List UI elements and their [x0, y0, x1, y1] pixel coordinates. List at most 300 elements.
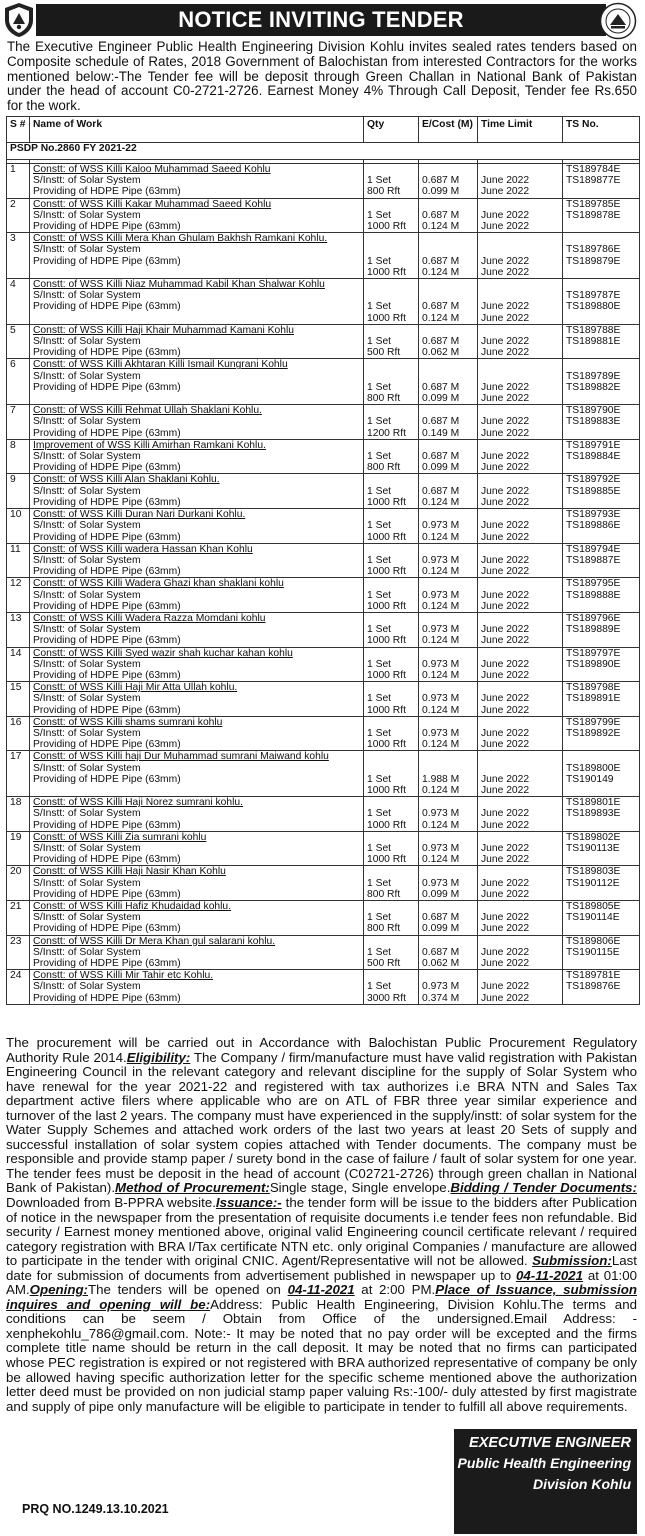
- qty-cell-line: 3000 Rft: [367, 992, 406, 1004]
- ts-number-cell: [563, 405, 640, 440]
- cost-cell-line: 0.124 M: [422, 739, 460, 751]
- work-solar-line: S/Instt: of Solar System: [33, 451, 141, 463]
- time-limit-cell-line: June 2022: [481, 669, 530, 681]
- work-solar-line: S/Instt: of Solar System: [33, 290, 141, 302]
- ts-number-cell-line: TS189892E: [566, 727, 621, 739]
- table-row: [7, 682, 640, 717]
- row-number: 2: [7, 198, 30, 233]
- work-pipe-line: Providing of HDPE Pipe (63mm): [33, 381, 181, 393]
- cost-cell-line: 0.099 M: [422, 888, 460, 900]
- cost-cell-line: 0.973 M: [422, 727, 460, 739]
- qty-cell-line: 1 Set: [367, 877, 392, 889]
- cost-cell-line: 0.124 M: [422, 784, 460, 796]
- col-header-cost: E/Cost (M): [419, 117, 478, 143]
- work-title: Constt: of WSS Killi haji Dur Muhammad sumrani Maiwand kohlu: [33, 751, 329, 763]
- work-pipe-line: Providing of HDPE Pipe (63mm): [33, 739, 181, 751]
- balochistan-emblem-icon: [3, 2, 35, 38]
- terms-paragraph: [6, 1036, 637, 1414]
- time-limit-cell: [478, 359, 563, 405]
- work-name-cell: [30, 647, 364, 682]
- table-row: [7, 751, 640, 797]
- row-number: 18: [7, 797, 30, 832]
- bidding-text: Downloaded from B-PPRA website.: [6, 1195, 216, 1211]
- ts-number-cell-line: TS189806E: [566, 935, 621, 947]
- col-header-sno: S #: [7, 117, 30, 143]
- qty-cell-line: 1000 Rft: [367, 669, 406, 681]
- qty-cell-line: 1000 Rft: [367, 600, 406, 612]
- time-limit-cell-line: June 2022: [481, 312, 530, 324]
- work-name-cell: [30, 831, 364, 866]
- cost-cell-line: 0.687 M: [422, 912, 460, 924]
- row-number: 15: [7, 682, 30, 717]
- time-limit-cell-line: June 2022: [481, 255, 530, 267]
- work-name-cell: [30, 509, 364, 544]
- time-limit-cell: [478, 543, 563, 578]
- qty-cell-line: 1 Set: [367, 255, 392, 267]
- ts-number-cell: [563, 578, 640, 613]
- qty-cell: [364, 797, 419, 832]
- cost-cell-line: 0.124 M: [422, 854, 460, 866]
- cost-cell-line: 0.124 M: [422, 531, 460, 543]
- qty-cell-line: 1 Set: [367, 624, 392, 636]
- ts-number-cell-line: TS189787E: [566, 290, 621, 302]
- qty-cell-line: 1000 Rft: [367, 739, 406, 751]
- table-row: [7, 233, 640, 279]
- works-table: [6, 116, 640, 1005]
- cost-cell-line: 0.973 M: [422, 808, 460, 820]
- time-limit-cell-line: June 2022: [481, 393, 530, 405]
- qty-cell-line: 800 Rft: [367, 186, 401, 198]
- ts-number-cell-line: TS190112E: [566, 877, 620, 889]
- qty-cell: [364, 647, 419, 682]
- ts-number-cell-line: TS189879E: [566, 255, 621, 267]
- work-solar-line: S/Instt: of Solar System: [33, 693, 141, 705]
- sign-title: EXECUTIVE ENGINEER: [469, 1435, 631, 1451]
- qty-cell: [364, 439, 419, 474]
- row-number: 13: [7, 612, 30, 647]
- ts-number-cell-line: TS189799E: [566, 716, 621, 728]
- ts-number-cell: [563, 279, 640, 325]
- time-limit-cell-line: June 2022: [481, 600, 530, 612]
- work-name-cell: [30, 405, 364, 440]
- table-row: [7, 279, 640, 325]
- qty-cell-line: 500 Rft: [367, 347, 401, 359]
- ts-number-cell: [563, 866, 640, 901]
- qty-cell-line: 1 Set: [367, 336, 392, 348]
- table-row: [7, 509, 640, 544]
- row-number: 17: [7, 751, 30, 797]
- work-name-cell: [30, 612, 364, 647]
- work-solar-line: S/Instt: of Solar System: [33, 808, 141, 820]
- qty-cell-line: 1000 Rft: [367, 312, 406, 324]
- row-number: 11: [7, 543, 30, 578]
- row-number: 16: [7, 716, 30, 751]
- col-header-name: Name of Work: [30, 117, 364, 143]
- work-title: Constt: of WSS Killi Dr Mera Khan gul salarani kohlu.: [33, 935, 276, 947]
- qty-cell: [364, 324, 419, 359]
- ts-number-cell-line: TS189889E: [566, 624, 621, 636]
- work-title: Constt: of WSS Killi Mir Tahir etc Kohlu.: [33, 970, 214, 982]
- qty-cell-line: 500 Rft: [367, 958, 401, 970]
- ts-number-cell: [563, 682, 640, 717]
- row-number: 8: [7, 439, 30, 474]
- time-limit-cell: [478, 578, 563, 613]
- ts-number-cell-line: TS189805E: [566, 901, 621, 912]
- time-limit-cell-line: June 2022: [481, 209, 530, 221]
- qty-cell-line: 1 Set: [367, 554, 392, 566]
- work-title: Constt: of WSS Killi Kakar Muhammad Saeed Kohlu: [33, 198, 272, 210]
- work-pipe-line: Providing of HDPE Pipe (63mm): [33, 221, 181, 233]
- table-row: [7, 439, 640, 474]
- table-header-row: [7, 117, 640, 143]
- row-number: 3: [7, 233, 30, 279]
- work-name-cell: [30, 474, 364, 509]
- work-title: Constt: of WSS Killi wadera Hassan Khan Kohlu: [33, 543, 253, 555]
- opening-date: 04-11-2021: [287, 1282, 355, 1298]
- cost-cell: [419, 866, 478, 901]
- ts-number-cell: [563, 935, 640, 970]
- time-limit-cell-line: June 2022: [481, 520, 530, 532]
- qty-cell-line: 1000 Rft: [367, 496, 406, 508]
- work-pipe-line: Providing of HDPE Pipe (63mm): [33, 301, 181, 313]
- cost-cell: [419, 509, 478, 544]
- qty-cell-line: 1 Set: [367, 589, 392, 601]
- work-pipe-line: Providing of HDPE Pipe (63mm): [33, 600, 181, 612]
- work-pipe-line: Providing of HDPE Pipe (63mm): [33, 669, 181, 681]
- time-limit-cell-line: June 2022: [481, 347, 530, 359]
- work-name-cell: [30, 578, 364, 613]
- ts-number-cell-line: TS189792E: [566, 474, 621, 486]
- cost-cell: [419, 324, 478, 359]
- row-number: 24: [7, 970, 30, 1005]
- row-number: 6: [7, 359, 30, 405]
- table-row: [7, 797, 640, 832]
- qty-cell-line: 1 Set: [367, 658, 392, 670]
- ts-number-cell: [563, 647, 640, 682]
- time-limit-cell: [478, 198, 563, 233]
- work-title: Constt: of WSS Killi Wadera Razza Momdani kohlu: [33, 612, 266, 624]
- work-name-cell: [30, 751, 364, 797]
- work-pipe-line: Providing of HDPE Pipe (63mm): [33, 186, 181, 198]
- opening-time: at 2:00 PM.: [354, 1282, 436, 1298]
- cost-cell-line: 0.687 M: [422, 209, 460, 221]
- ts-number-cell-line: TS189886E: [566, 520, 621, 532]
- time-limit-cell: [478, 797, 563, 832]
- table-row: [7, 866, 640, 901]
- cost-cell: [419, 682, 478, 717]
- work-pipe-line: Providing of HDPE Pipe (63mm): [33, 531, 181, 543]
- ts-number-cell-line: TS189786E: [566, 244, 621, 256]
- time-limit-cell-line: June 2022: [481, 888, 530, 900]
- time-limit-cell-line: June 2022: [481, 658, 530, 670]
- issuance-text: the tender form will be issue to the bidders after Publication of notice in the newspaper from the presentation of requisite documents i.e tender fees non refundable. Bid security / Earnest money mentioned above, original valid Engineering council certificate relevant / required category registration with BRA I/Tax certificate NTN etc. only original Companies / manufacture are allowed to participate in the tender with original CNIC. Agent/Representative will not be allowed.: [6, 1195, 637, 1269]
- qty-cell: [364, 901, 419, 936]
- table-row: [7, 716, 640, 751]
- cost-cell: [419, 405, 478, 440]
- cost-cell-line: 0.149 M: [422, 427, 460, 439]
- ts-number-cell: [563, 901, 640, 936]
- time-limit-cell-line: June 2022: [481, 531, 530, 543]
- qty-cell-line: 1 Set: [367, 209, 392, 221]
- work-title: Constt: of WSS Killi Wadera Ghazi khan shaklani kohlu: [33, 578, 284, 590]
- qty-cell-line: 1000 Rft: [367, 221, 406, 233]
- work-pipe-line: Providing of HDPE Pipe (63mm): [33, 923, 181, 935]
- work-solar-line: S/Instt: of Solar System: [33, 658, 141, 670]
- qty-cell-line: 1 Set: [367, 773, 392, 785]
- cost-cell: [419, 279, 478, 325]
- ts-number-cell-line: TS189888E: [566, 589, 621, 601]
- time-limit-cell-line: June 2022: [481, 427, 530, 439]
- cost-cell: [419, 578, 478, 613]
- time-limit-cell: [478, 647, 563, 682]
- work-solar-line: S/Instt: of Solar System: [33, 762, 141, 774]
- work-title: Constt: of WSS Killi Hafiz Khudaidad kohlu.: [33, 901, 232, 912]
- work-title: Constt: of WSS Killi Alan Shaklani Kohlu.: [33, 474, 220, 486]
- qty-cell-line: 1 Set: [367, 485, 392, 497]
- time-limit-cell: [478, 233, 563, 279]
- qty-cell: [364, 831, 419, 866]
- work-solar-line: S/Instt: of Solar System: [33, 589, 141, 601]
- table-row: [7, 935, 640, 970]
- work-title: Constt: of WSS Killi Kaloo Muhammad Saeed Kohlu: [33, 164, 271, 175]
- time-limit-cell-line: June 2022: [481, 854, 530, 866]
- time-limit-cell-line: June 2022: [481, 301, 530, 313]
- cost-cell-line: 0.687 M: [422, 381, 460, 393]
- qty-cell: [364, 682, 419, 717]
- time-limit-cell: [478, 831, 563, 866]
- work-name-cell: [30, 970, 364, 1005]
- cost-cell: [419, 198, 478, 233]
- time-limit-cell-line: June 2022: [481, 693, 530, 705]
- time-limit-cell: [478, 901, 563, 936]
- ts-number-cell-line: TS190115E: [566, 946, 620, 958]
- cost-cell-line: 0.099 M: [422, 393, 460, 405]
- section-row: [7, 143, 640, 160]
- time-limit-cell-line: June 2022: [481, 186, 530, 198]
- work-pipe-line: Providing of HDPE Pipe (63mm): [33, 496, 181, 508]
- work-name-cell: [30, 439, 364, 474]
- issuance-label: Issuance:-: [215, 1195, 282, 1211]
- work-name-cell: [30, 797, 364, 832]
- time-limit-cell: [478, 751, 563, 797]
- row-number: 5: [7, 324, 30, 359]
- work-title: Constt: of WSS Killi shams sumrani kohlu: [33, 716, 223, 728]
- table-row: [7, 474, 640, 509]
- time-limit-cell-line: June 2022: [481, 416, 530, 428]
- work-pipe-line: Providing of HDPE Pipe (63mm): [33, 854, 181, 866]
- qty-cell: [364, 474, 419, 509]
- work-pipe-line: Providing of HDPE Pipe (63mm): [33, 347, 181, 359]
- time-limit-cell-line: June 2022: [481, 462, 530, 474]
- cost-cell-line: 0.687 M: [422, 946, 460, 958]
- cost-cell: [419, 474, 478, 509]
- work-name-cell: [30, 359, 364, 405]
- ts-number-cell-line: TS189800E: [566, 762, 621, 774]
- cost-cell-line: 0.973 M: [422, 693, 460, 705]
- cost-cell: [419, 716, 478, 751]
- qty-cell-line: 1 Set: [367, 416, 392, 428]
- ts-number-cell-line: TS189802E: [566, 831, 621, 843]
- cost-cell-line: 0.124 M: [422, 496, 460, 508]
- time-limit-cell: [478, 474, 563, 509]
- cost-cell-line: 0.973 M: [422, 589, 460, 601]
- qty-cell: [364, 612, 419, 647]
- ts-number-cell-line: TS189887E: [566, 554, 621, 566]
- qty-cell-line: 800 Rft: [367, 888, 401, 900]
- time-limit-cell-line: June 2022: [481, 175, 530, 187]
- cost-cell-line: 0.124 M: [422, 669, 460, 681]
- col-header-ts: TS No.: [563, 117, 640, 143]
- time-limit-cell-line: June 2022: [481, 784, 530, 796]
- cost-cell: [419, 797, 478, 832]
- time-limit-cell-line: June 2022: [481, 624, 530, 636]
- work-name-cell: [30, 682, 364, 717]
- cost-cell-line: 0.124 M: [422, 221, 460, 233]
- ts-number-cell-line: TS189877E: [566, 175, 621, 187]
- cost-cell-line: 0.973 M: [422, 877, 460, 889]
- qty-cell-line: 1 Set: [367, 912, 392, 924]
- time-limit-cell-line: June 2022: [481, 336, 530, 348]
- time-limit-cell: [478, 682, 563, 717]
- work-name-cell: [30, 324, 364, 359]
- ts-number-cell-line: TS189788E: [566, 324, 621, 336]
- ts-number-cell: [563, 198, 640, 233]
- ts-number-cell-line: TS189884E: [566, 451, 621, 463]
- time-limit-cell-line: June 2022: [481, 589, 530, 601]
- work-title: Constt: of WSS Killi Haji Khair Muhammad Kamani Kohlu: [33, 324, 294, 336]
- eligibility-text: The Company / firm/manufacture must have valid registration with Pakistan Engineering Council in the relevant category and relevant discipline for the supply of Solar System who have renewal for the year 2021-22 and registered with tax authorizes i.e BRA NTN and Sales Tax department active filers where applicable who are on ATL of FBR three year similar experience and turnover of the last 2 years. The company must have experienced in the supply/instt: of solar system for the Water Supply Schemes and attached work orders of the last two years at least 20 Sets of supply and successful installation of solar system copies attached with Tender documents. The company must be responsible and provide stamp paper / surety bond in the case of failure / fault of solar system for one year. The tender fees must be deposit in the head of account (C02721-2726) through green challan in National Bank of Pakistan).: [6, 1049, 637, 1196]
- time-limit-cell: [478, 279, 563, 325]
- work-title: Constt: of WSS Killi Duran Nari Durkani Kohlu.: [33, 509, 246, 521]
- cost-cell-line: 1.988 M: [422, 773, 460, 785]
- ts-number-cell-line: TS189794E: [566, 543, 621, 555]
- submission-time: at 01:00 AM.: [6, 1267, 638, 1298]
- submission-date: 04-11-2021: [516, 1267, 584, 1283]
- qty-cell-line: 1 Set: [367, 693, 392, 705]
- qty-cell-line: 1 Set: [367, 808, 392, 820]
- cost-cell-line: 0.374 M: [422, 992, 460, 1004]
- ts-number-cell-line: TS189795E: [566, 578, 621, 590]
- work-title: Constt: of WSS Killi Niaz Muhammad Kabil Khan Shalwar Kohlu: [33, 279, 325, 291]
- ts-number-cell: [563, 716, 640, 751]
- signature-block: [454, 1429, 637, 1534]
- qty-cell-line: 1 Set: [367, 520, 392, 532]
- qty-cell-line: 1000 Rft: [367, 635, 406, 647]
- work-solar-line: S/Instt: of Solar System: [33, 624, 141, 636]
- cost-cell-line: 0.124 M: [422, 600, 460, 612]
- ts-number-cell-line: TS189784E: [566, 164, 621, 175]
- cost-cell: [419, 751, 478, 797]
- col-header-qty: Qty: [364, 117, 419, 143]
- time-limit-cell-line: June 2022: [481, 946, 530, 958]
- work-pipe-line: Providing of HDPE Pipe (63mm): [33, 427, 181, 439]
- qty-cell: [364, 935, 419, 970]
- work-name-cell: [30, 198, 364, 233]
- ts-number-cell-line: TS189781E: [566, 970, 621, 982]
- bidding-label: Bidding / Tender Documents:: [450, 1180, 637, 1196]
- time-limit-cell-line: June 2022: [481, 773, 530, 785]
- table-row: [7, 198, 640, 233]
- work-pipe-line: Providing of HDPE Pipe (63mm): [33, 704, 181, 716]
- eligibility-label: Eligibility:: [126, 1049, 191, 1065]
- time-limit-cell: [478, 405, 563, 440]
- psdp-label: PSDP No.2860 FY 2021-22: [7, 143, 640, 160]
- cost-cell-line: 0.973 M: [422, 624, 460, 636]
- qty-cell: [364, 970, 419, 1005]
- cost-cell-line: 0.124 M: [422, 704, 460, 716]
- ts-number-cell-line: TS189798E: [566, 682, 621, 694]
- work-solar-line: S/Instt: of Solar System: [33, 336, 141, 348]
- time-limit-cell: [478, 439, 563, 474]
- cost-cell-line: 0.062 M: [422, 958, 460, 970]
- qty-cell-line: 1200 Rft: [367, 427, 406, 439]
- ts-number-cell-line: TS189883E: [566, 416, 621, 428]
- work-name-cell: [30, 279, 364, 325]
- work-solar-line: S/Instt: of Solar System: [33, 842, 141, 854]
- ts-number-cell-line: TS190149: [566, 773, 614, 785]
- qty-cell: [364, 164, 419, 199]
- time-limit-cell-line: June 2022: [481, 819, 530, 831]
- method-text: Single stage, Single envelope.: [269, 1180, 451, 1196]
- row-number: 20: [7, 866, 30, 901]
- cost-cell-line: 0.099 M: [422, 462, 460, 474]
- qty-cell: [364, 359, 419, 405]
- row-number: 14: [7, 647, 30, 682]
- time-limit-cell: [478, 866, 563, 901]
- qty-cell: [364, 751, 419, 797]
- ts-number-cell-line: TS189882E: [566, 381, 621, 393]
- work-name-cell: [30, 233, 364, 279]
- qty-cell: [364, 233, 419, 279]
- cost-cell-line: 0.687 M: [422, 451, 460, 463]
- cost-cell-line: 0.973 M: [422, 842, 460, 854]
- work-solar-line: S/Instt: of Solar System: [33, 912, 141, 924]
- work-pipe-line: Providing of HDPE Pipe (63mm): [33, 888, 181, 900]
- ts-number-cell: [563, 359, 640, 405]
- row-number: 10: [7, 509, 30, 544]
- work-name-cell: [30, 716, 364, 751]
- table-row: [7, 164, 640, 199]
- method-label: Method of Procurement:: [115, 1180, 270, 1196]
- ts-number-cell: [563, 439, 640, 474]
- time-limit-cell-line: June 2022: [481, 554, 530, 566]
- work-name-cell: [30, 901, 364, 936]
- row-number: 19: [7, 831, 30, 866]
- table-row: [7, 970, 640, 1005]
- ts-number-cell: [563, 831, 640, 866]
- table-row: [7, 647, 640, 682]
- time-limit-cell-line: June 2022: [481, 266, 530, 278]
- table-row: [7, 901, 640, 936]
- table-row: [7, 612, 640, 647]
- procurement-rule-text: The procurement will be carried out in Accordance with Balochistan Public Procurement Regulatory Authority Rule 2014.: [6, 1035, 637, 1065]
- ts-number-cell-line: TS189790E: [566, 405, 621, 417]
- work-title: Constt: of WSS Killi Haji Norez sumrani kohlu.: [33, 797, 244, 809]
- qty-cell-line: 1000 Rft: [367, 784, 406, 796]
- cost-cell: [419, 164, 478, 199]
- cost-cell-line: 0.687 M: [422, 416, 460, 428]
- table-row: [7, 578, 640, 613]
- time-limit-cell: [478, 324, 563, 359]
- ts-number-cell-line: TS189885E: [566, 485, 621, 497]
- work-solar-line: S/Instt: of Solar System: [33, 877, 141, 889]
- work-pipe-line: Providing of HDPE Pipe (63mm): [33, 992, 181, 1004]
- cost-cell: [419, 970, 478, 1005]
- qty-cell: [364, 198, 419, 233]
- ts-number-cell-line: TS189876E: [566, 981, 621, 993]
- work-title: Constt: of WSS Killi Zia sumrani kohlu: [33, 831, 207, 843]
- table-row: [7, 543, 640, 578]
